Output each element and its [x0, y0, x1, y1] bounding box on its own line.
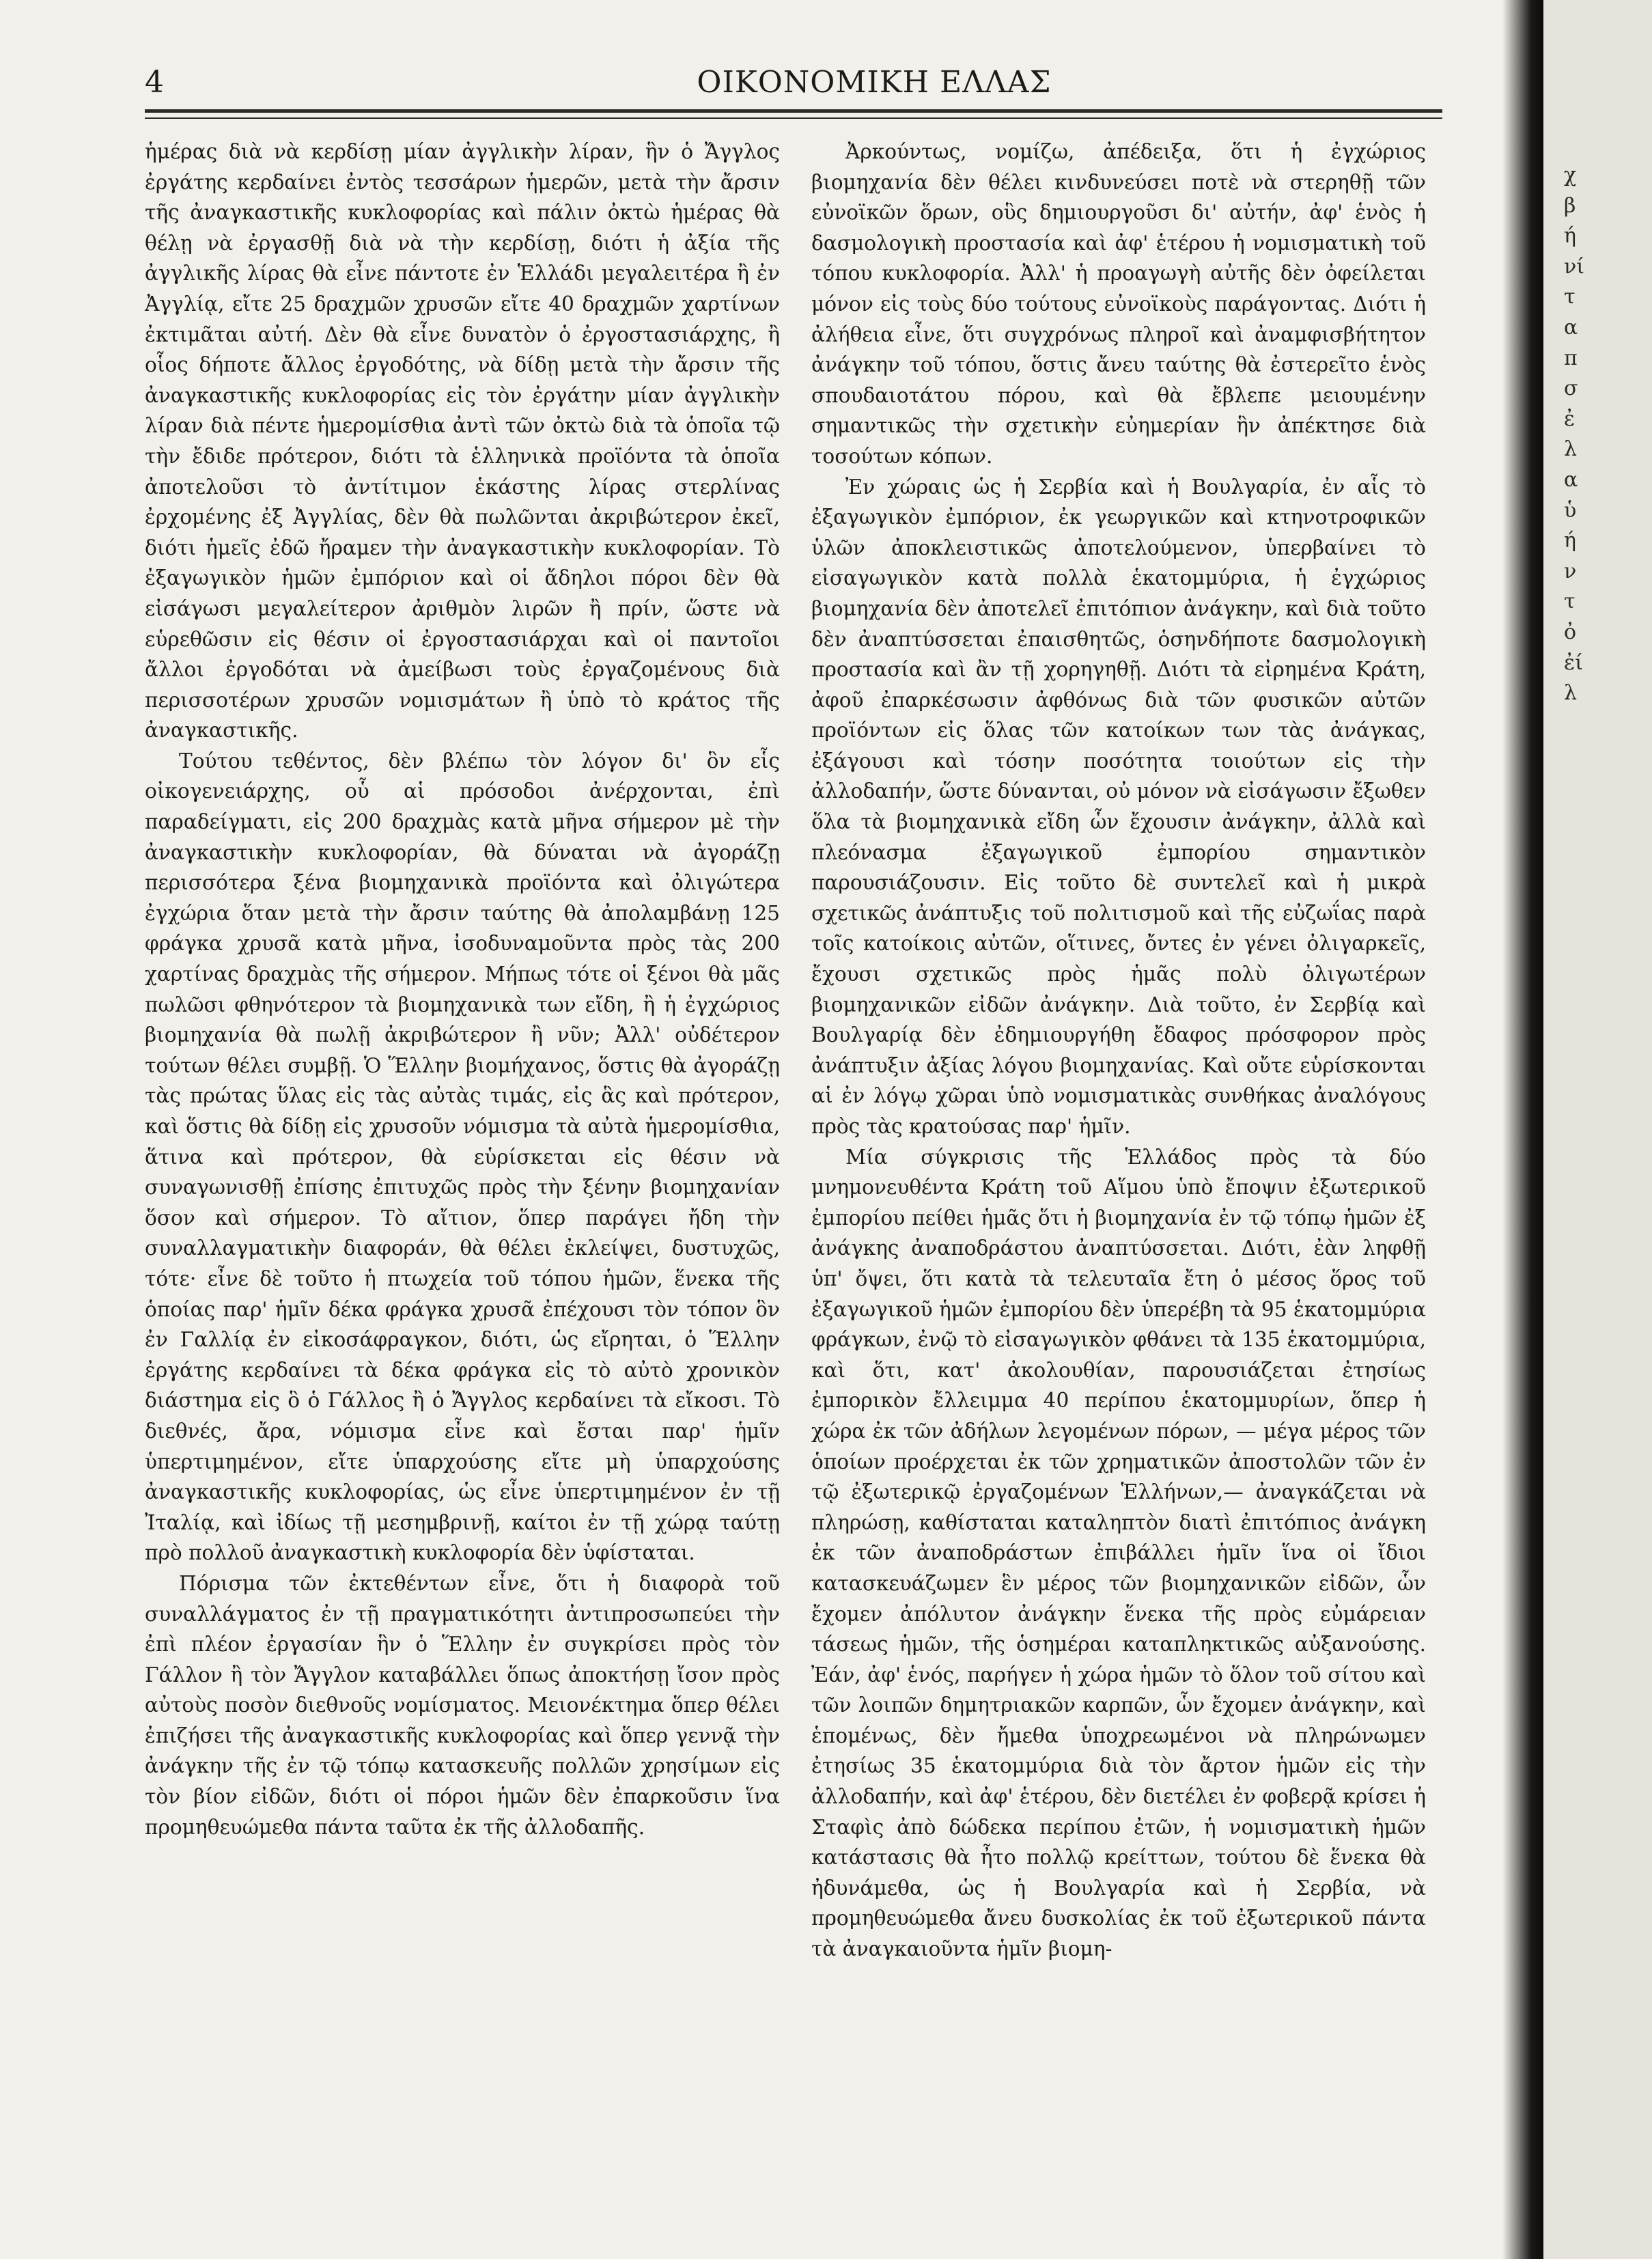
- header-rule-thick: [145, 109, 1442, 113]
- left-paragraph-2: Τούτου τεθέντος, δὲν βλέπω τὸν λόγον δι' ὃν εἷς οἰκογενειάρχης, οὗ αἱ πρόσοδοι ἀνέρχονται, ἐπὶ παραδείγματι, εἰς 200 δραχμὰς κατὰ μῆνα σήμερον μὲ τὴν ἀναγκαστικὴν κυκλοφορίαν, θὰ δύναται νὰ ἀγοράζῃ περισσότερα ξένα βιομηχανικὰ προϊόντα καὶ ὀλιγώτερα ἐγχώρια ὅταν μετὰ τὴν ἄρσιν ταύτης θὰ ἀπολαμβάνῃ 125 φράγκα χρυσᾶ κατὰ μῆνα, ἰσοδυναμοῦντα πρὸς τὰς 200 χαρτίνας δραχμὰς τῆς σήμερον. Μήπως τότε οἱ ξένοι θὰ μᾶς πωλῶσι φθηνότερον τὰ βιομηχανικὰ των εἴδη, ἢ ἡ ἐγχώριος βιομηχανία θὰ πωλῇ ἀκριβώτερον ἢ νῦν; Ἀλλ' οὐδέτερον τούτων θέλει συμβῇ. Ὁ Ἕλλην βιομήχανος, ὅστις θὰ ἀγοράζῃ τὰς πρώτας ὕλας εἰς τὰς αὐτὰς τιμάς, εἰς ἃς καὶ πρότερον, καὶ ὅστις θὰ δίδῃ εἰς χρυσοῦν νόμισμα τὰ αὐτὰ ἡμερομίσθια, ἅτινα καὶ πρότερον, θὰ εὑρίσκεται εἰς θέσιν νὰ συναγωνισθῇ ἐπίσης ἐπιτυχῶς πρὸς τὴν ξένην βιομηχανίαν ὅσον καὶ σήμερον. Τὸ αἴτιον, ὅπερ παράγει ἤδη τὴν συναλλαγματικὴν διαφοράν, θὰ θέλει ἐκλείψει, δυστυχῶς, τότε· εἶνε δὲ τοῦτο ἡ πτωχεία τοῦ τόπου ἡμῶν, ἕνεκα τῆς ὁποίας παρ' ἡμῖν δέκα φράγκα χρυσᾶ ἐπέχουσι τὸν τόπον ὃν ἐν Γαλλίᾳ ἐν εἰκοσάφραγκον, διότι, ὡς εἴρηται, ὁ Ἕλλην ἐργάτης κερδαίνει τὰ δέκα φράγκα εἰς τὸ αὐτὸ χρονικὸν διάστημα εἰς ὃ ὁ Γάλλος ἢ ὁ Ἄγγλος κερδαίνει τὰ εἴκοσι. Τὸ διεθνές, ἄρα, νόμισμα εἶνε καὶ ἔσται παρ' ἡμῖν ὑπερτιμημένον, εἴτε ὑπαρχούσης εἴτε μὴ ὑπαρχούσης ἀναγκαστικῆς κυκλοφορίας, ὡς εἶνε ὑπερτιμημένον ἐν τῇ Ἰταλίᾳ, καὶ ἰδίως τῇ μεσημβρινῇ, καίτοι ἐν τῇ χώρᾳ ταύτῃ πρὸ πολλοῦ ἀναγκαστικὴ κυκλοφορία δὲν ὑφίσταται.: [145, 749, 780, 1565]
- left-paragraph-3: Πόρισμα τῶν ἐκτεθέντων εἶνε, ὅτι ἡ διαφορὰ τοῦ συναλλάγματος ἐν τῇ πραγματικότητι ἀντιπροσωπεύει τὴν ἐπὶ πλέον ἐργασίαν ἣν ὁ Ἕλλην ἐν συγκρίσει πρὸς τὸν Γάλλον ἢ τὸν Ἄγγλον καταβάλλει ὅπως ἀποκτήσῃ ἴσον πρὸς αὐτοὺς ποσὸν διεθνοῦς νομίσματος. Μειονέκτημα ὅπερ θέλει ἐπιζήσει τῆς ἀναγκαστικῆς κυκλοφορίας καὶ ὅπερ γεννᾷ τὴν ἀνάγκην τῆς ἐν τῷ τόπῳ κατασκευῆς πολλῶν χρησίμων εἰς τὸν βίον εἰδῶν, διότι οἱ πόροι ἡμῶν δὲν ἐπαρκοῦσιν ἵνα προμηθευώμεθα πάντα ταῦτα ἐκ τῆς ἀλλοδαπῆς.: [145, 1571, 780, 1839]
- left-paragraph-1: ἡμέρας διὰ νὰ κερδίσῃ μίαν ἀγγλικὴν λίραν, ἣν ὁ Ἄγγλος ἐργάτης κερδαίνει ἐντὸς τεσσάρων ἡμερῶν, μετὰ τὴν ἄρσιν τῆς ἀναγκαστικῆς κυκλοφορίας καὶ πάλιν ὀκτὼ ἡμέρας θὰ θέλῃ νὰ ἐργασθῇ διὰ νὰ τὴν κερδίσῃ, διότι ἡ ἀξία τῆς ἀγγλικῆς λίρας θὰ εἶνε πάντοτε ἐν Ἑλλάδι μεγαλειτέρα ἢ ἐν Ἀγγλίᾳ, εἴτε 25 δραχμῶν χρυσῶν εἴτε 40 δραχμῶν χαρτίνων ἐκτιμᾶται αὐτή. Δὲν θὰ εἶνε δυνατὸν ὁ ἐργοστασιάρχης, ἢ οἷος δήποτε ἄλλος ἐργοδότης, νὰ δίδῃ μετὰ τὴν ἄρσιν τῆς ἀναγκαστικῆς κυκλοφορίας εἰς τὸν ἐργάτην μίαν ἀγγλικὴν λίραν διὰ πέντε ἡμερομίσθια ἀντὶ τῶν ὀκτὼ διὰ τὰ ὁποῖα τῷ τὴν ἔδιδε πρότερον, διότι τὰ ἑλληνικὰ προϊόντα τὰ ὁποῖα ἀποτελοῦσι τὸ ἀντίτιμον ἑκάστης λίρας στερλίνας ἐρχομένης ἐξ Ἀγγλίας, δὲν θὰ πωλῶνται ἀκριβώτερον ἐκεῖ, διότι ἡμεῖς ἐδῶ ἤραμεν τὴν ἀναγκαστικὴν κυκλοφορίαν. Τὸ ἐξαγωγικὸν ἡμῶν ἐμπόριον καὶ οἱ ἄδηλοι πόροι δὲν θὰ εἰσάγωσι μεγαλείτερον ἀριθμὸν λιρῶν ἢ πρίν, ὥστε νὰ εὑρεθῶσιν εἰς θέσιν οἱ ἐργοστασιάρχαι καὶ οἱ παντοῖοι ἄλλοι ἐργοδόται νὰ ἀμείβωσι τοὺς ἐργαζομένους διὰ περισσοτέρων χρυσῶν νομισμάτων ἢ ὑπὸ τὸ κράτος τῆς ἀναγκαστικῆς.: [145, 140, 780, 743]
- left-column: [145, 137, 780, 1842]
- header-rule-thin: [145, 117, 1442, 119]
- adjacent-page-edge: [1543, 0, 1652, 2259]
- right-paragraph-1: Ἀρκούντως, νομίζω, ἀπέδειξα, ὅτι ἡ ἐγχώριος βιομηχανία δὲν θέλει κινδυνεύσει ποτὲ νὰ στερηθῇ τῶν εὐνοϊκῶν ὅρων, οὓς δημιουργοῦσι δι' αὐτήν, ἀφ' ἑνὸς ἡ δασμολογικὴ προστασία καὶ ἀφ' ἑτέρου ἡ νομισματικὴ τοῦ τόπου κυκλοφορία. Ἀλλ' ἡ προαγωγὴ αὐτῆς δὲν ὀφείλεται μόνον εἰς τοὺς δύο τούτους εὐνοϊκοὺς παράγοντας. Διότι ἡ ἀλήθεια εἶνε, ὅτι συγχρόνως πληροῖ καὶ ἀναμφισβήτητον ἀνάγκην τοῦ τόπου, ὅστις ἄνευ ταύτης θὰ ἐστερεῖτο ἑνὸς σπουδαιοτάτου πόρου, καὶ θὰ ἔβλεπε μειουμένην σημαντικῶς τὴν σχετικὴν εὐημερίαν ἣν ἀπέκτησε διὰ τοσούτων κόπων.: [811, 140, 1426, 468]
- right-paragraph-2: Ἐν χώραις ὡς ἡ Σερβία καὶ ἡ Βουλγαρία, ἐν αἷς τὸ ἐξαγωγικὸν ἐμπόριον, ἐκ γεωργικῶν καὶ κτηνοτροφικῶν ὑλῶν ἀποκλειστικῶς ἀποτελούμενον, ὑπερβαίνει τὸ εἰσαγωγικὸν κατὰ πολλὰ ἑκατομμύρια, ἡ ἐγχώριος βιομηχανία δὲν ἀποτελεῖ ἐπιτόπιον ἀνάγκην, καὶ διὰ τοῦτο δὲν ἀναπτύσσεται ἐπαισθητῶς, ὁσηνδήποτε δασμολογικὴ προστασία καὶ ἂν τῇ χορηγηθῇ. Διότι τὰ εἰρημένα Κράτη, ἀφοῦ ἐπαρκέσωσιν ἀφθόνως διὰ τῶν φυσικῶν αὐτῶν προϊόντων εἰς ὅλας τῶν κατοίκων των τὰς ἀνάγκας, ἐξάγουσι καὶ τόσην ποσότητα τοιούτων εἰς τὴν ἀλλοδαπήν, ὥστε δύνανται, οὐ μόνον νὰ εἰσάγωσιν ἔξωθεν ὅλα τὰ βιομηχανικὰ εἴδη ὧν ἔχουσιν ἀνάγκην, ἀλλὰ καὶ πλεόνασμα ἐξαγωγικοῦ ἐμπορίου σημαντικὸν παρουσιάζουσιν. Εἰς τοῦτο δὲ συντελεῖ καὶ ἡ μικρὰ σχετικῶς ἀνάπτυξις τοῦ πολιτισμοῦ καὶ τῆς εὐζωΐας παρὰ τοῖς κατοίκοις αὐτῶν, οἵτινες, ὄντες ἐν γένει ὀλιγαρκεῖς, ἔχουσι σχετικῶς πρὸς ἡμᾶς πολὺ ὀλιγωτέρων βιομηχανικῶν εἰδῶν ἀνάγκην. Διὰ τοῦτο, ἐν Σερβίᾳ καὶ Βουλγαρίᾳ δὲν ἐδημιουργήθη ἔδαφος πρόσφορον πρὸς ἀνάπτυξιν ἀξίας λόγου βιομηχανίας. Καὶ οὔτε εὑρίσκονται αἱ ἐν λόγῳ χῶραι ὑπὸ νομισματικὰς συνθήκας ἀναλόγους πρὸς τὰς κρατούσας παρ' ἡμῖν.: [811, 475, 1426, 1138]
- adjacent-page-text-fragments: χ β ή νί τ α π σ ἐ λ α ὑ ή ν τ ὀ ἐί λ: [1564, 163, 1584, 706]
- running-header-title: ΟΙΚΟΝΟΜΙΚΗ ΕΛΛΑΣ: [697, 65, 1052, 100]
- right-paragraph-3: Μία σύγκρισις τῆς Ἑλλάδος πρὸς τὰ δύο μνημονευθέντα Κράτη τοῦ Αἵμου ὑπὸ ἔποψιν ἐξωτερικοῦ ἐμπορίου πείθει ἡμᾶς ὅτι ἡ βιομηχανία ἐν τῷ τόπῳ ἡμῶν ἐξ ἀνάγκης ἀναποδράστου ἀναπτύσσεται. Διότι, ἐὰν ληφθῇ ὑπ' ὄψει, ὅτι κατὰ τὰ τελευταῖα ἔτη ὁ μέσος ὅρος τοῦ ἐξαγωγικοῦ ἡμῶν ἐμπορίου δὲν ὑπερέβη τὰ 95 ἑκατομμύρια φράγκων, ἐνῷ τὸ εἰσαγωγικὸν φθάνει τὰ 135 ἑκατομμύρια, καὶ ὅτι, κατ' ἀκολουθίαν, παρουσιάζεται ἐτησίως ἐμπορικὸν ἔλλειμμα 40 περίπου ἑκατομμυρίων, ὅπερ ἡ χώρα ἐκ τῶν ἀδήλων λεγομένων πόρων, — μέγα μέρος τῶν ὁποίων προέρχεται ἐκ τῶν χρηματικῶν ἀποστολῶν τῶν ἐν τῷ ἐξωτερικῷ ἐργαζομένων Ἑλλήνων,— ἀναγκάζεται νὰ πληρώσῃ, καθίσταται καταληπτὸν διατὶ ἐπιτόπιος ἀνάγκη ἐκ τῶν ἀναποδράστων ἐπιβάλλει ἡμῖν ἵνα οἱ ἴδιοι κατασκευάζωμεν ἓν μέρος τῶν βιομηχανικῶν εἰδῶν, ὧν ἔχομεν ἀπόλυτον ἀνάγκην ἕνεκα τῆς πρὸς εὐμάρειαν τάσεως ἡμῶν, τῆς ὁσημέραι καταπληκτικῶς αὐξανούσης. Ἐάν, ἀφ' ἑνός, παρήγεν ἡ χώρα ἡμῶν τὸ ὅλον τοῦ σίτου καὶ τῶν λοιπῶν δημητριακῶν καρπῶν, ὧν ἔχομεν ἀνάγκην, καὶ ἑπομένως, δὲν ἤμεθα ὑποχρεωμένοι νὰ πληρώνωμεν ἐτησίως 35 ἑκατομμύρια διὰ τὸν ἄρτον ἡμῶν εἰς τὴν ἀλλοδαπήν, καὶ ἀφ' ἑτέρου, δὲν διετέλει ἐν φοβερᾷ κρίσει ἡ Σταφὶς ἀπὸ δώδεκα περίπου ἐτῶν, ἡ νομισματικὴ ἡμῶν κατάστασις θὰ ἦτο πολλῷ κρείττων, τούτου δὲ ἕνεκα θὰ ἠδυνάμεθα, ὡς ἡ Βουλγαρία καὶ ἡ Σερβία, νὰ προμηθευώμεθα ἄνευ δυσκολίας ἐκ τοῦ ἐξωτερικοῦ πάντα τὰ ἀναγκαιοῦντα ἡμῖν βιομη-: [811, 1145, 1426, 1961]
- page-number: 4: [145, 65, 164, 100]
- book-binding-gutter: [1502, 0, 1543, 2259]
- right-column: [811, 137, 1426, 1965]
